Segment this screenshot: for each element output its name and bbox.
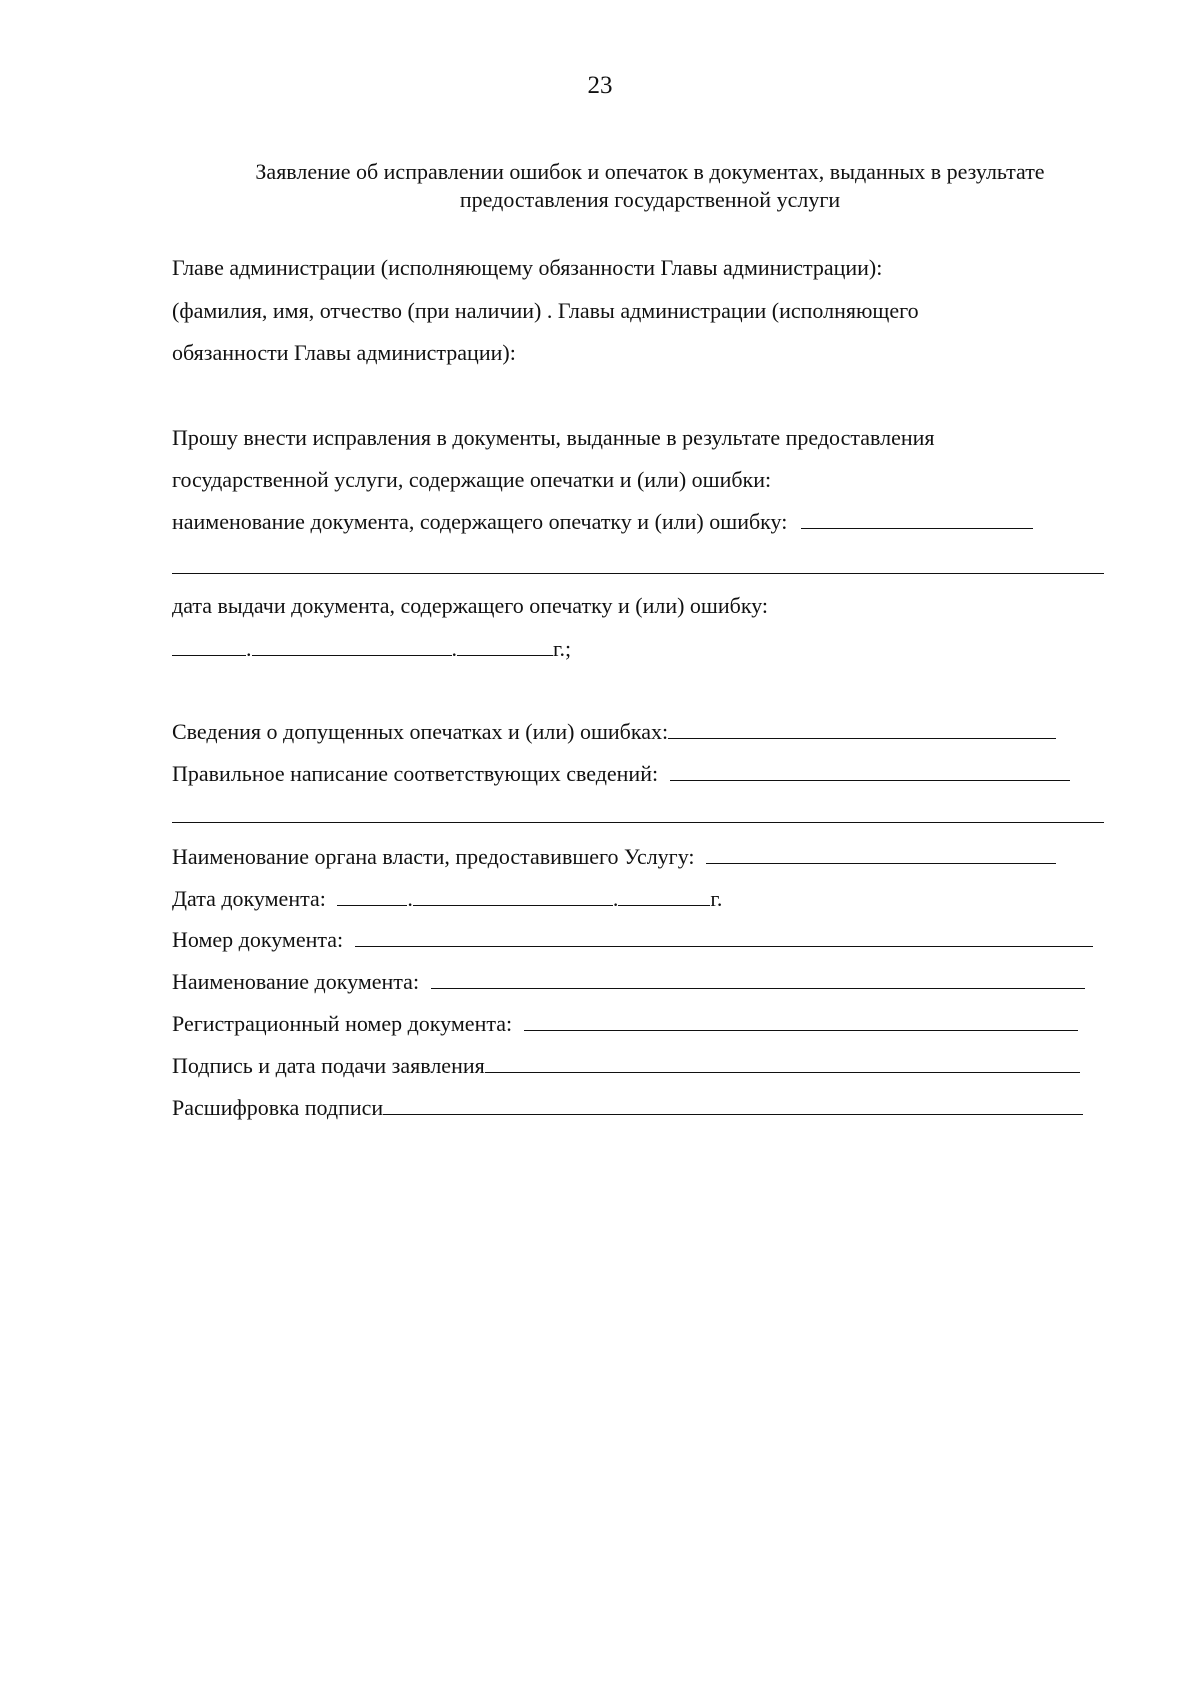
correct-field[interactable] <box>670 760 1070 781</box>
authority-field[interactable] <box>706 843 1056 864</box>
date-separator: . <box>612 886 619 911</box>
authority-row <box>172 843 1056 871</box>
date-separator: . <box>407 886 413 911</box>
title-line-2: предоставления государственной услуги <box>459 187 841 212</box>
doc-name-label: наименование документа, содержащего опечатку и (или) ошибку: <box>172 509 788 534</box>
doc-day-field[interactable] <box>337 885 407 906</box>
doc-number-label: Номер документа: <box>172 927 344 952</box>
signature-decode-field[interactable] <box>383 1094 1083 1115</box>
reg-number-field[interactable] <box>524 1010 1078 1031</box>
signature-decode-row <box>172 1094 1083 1122</box>
signature-row <box>172 1052 1080 1080</box>
date-separator: . <box>451 636 457 661</box>
signature-decode-label: Расшифровка подписи <box>172 1095 384 1120</box>
errors-row <box>172 718 1056 746</box>
errors-field[interactable] <box>668 718 1056 739</box>
correct-row <box>172 760 1070 788</box>
correct-label: Правильное написание соответствующих сведений: <box>172 761 659 786</box>
issue-year-field[interactable] <box>457 635 553 656</box>
year-suffix: г. <box>710 886 723 911</box>
addressee-line-2: (фамилия, имя, отчество (при наличии) . Главы администрации (исполняющего <box>172 298 919 323</box>
errors-label: Сведения о допущенных опечатках и (или) ошибках: <box>172 719 669 744</box>
doc-number-row <box>172 926 1093 954</box>
correct-continuation-field[interactable] <box>172 822 1104 823</box>
title-line-1: Заявление об исправлении ошибок и опечаток в документах, выданных в результате <box>255 159 1045 184</box>
issue-date-row <box>172 635 571 663</box>
request-line-2: государственной услуги, содержащие опечатки и (или) ошибки: <box>172 467 772 492</box>
reg-number-row <box>172 1010 1078 1038</box>
doc-name-row <box>172 508 1033 536</box>
addressee-line-1: Главе администрации (исполняющему обязанности Главы администрации): <box>172 255 883 280</box>
date-separator: . <box>246 636 252 661</box>
doc-date-row <box>172 885 722 913</box>
signature-label: Подпись и дата подачи заявления <box>172 1053 485 1078</box>
doc-name-field[interactable] <box>801 508 1033 529</box>
reg-number-label: Регистрационный номер документа: <box>172 1011 513 1036</box>
doc-title-row <box>172 968 1085 996</box>
issue-date-label: дата выдачи документа, содержащего опечатку и (или) ошибку: <box>172 593 769 618</box>
year-suffix: г.; <box>553 636 572 661</box>
doc-name-continuation-field[interactable] <box>172 573 1104 574</box>
addressee-line-3: обязанности Главы администрации): <box>172 340 516 365</box>
doc-month-field[interactable] <box>413 885 613 906</box>
issue-day-field[interactable] <box>172 635 246 656</box>
doc-title-label: Наименование документа: <box>172 969 420 994</box>
issue-month-field[interactable] <box>252 635 452 656</box>
page-number: 23 <box>587 72 613 99</box>
doc-date-label: Дата документа: <box>172 886 326 911</box>
doc-year-field[interactable] <box>618 885 710 906</box>
document-title <box>170 158 1130 214</box>
signature-field[interactable] <box>485 1052 1080 1073</box>
authority-label: Наименование органа власти, предоставившего Услугу: <box>172 844 695 869</box>
request-line-1: Прошу внести исправления в документы, выданные в результате предоставления <box>172 425 935 450</box>
doc-title-field[interactable] <box>431 968 1085 989</box>
doc-number-field[interactable] <box>355 926 1093 947</box>
